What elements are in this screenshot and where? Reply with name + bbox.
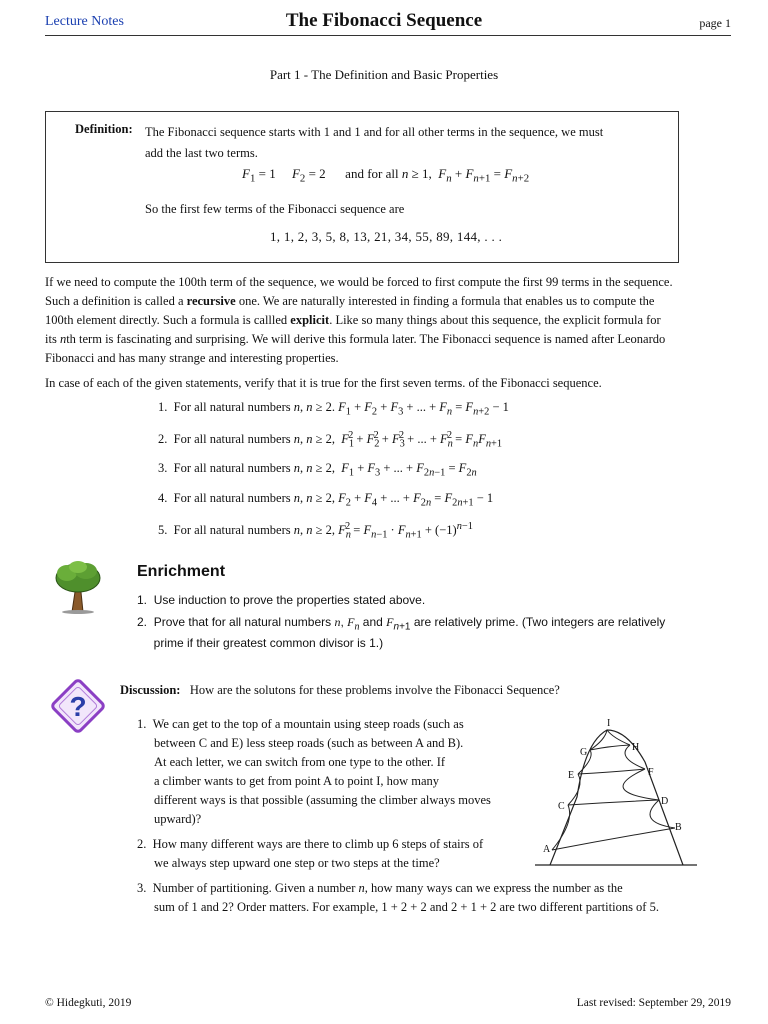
enrichment-item-2: 2. Prove that for all natural numbers n, $F_n$ and $F_{n+1}$ are relatively prime. (Two integers are relatively prime if their greatest common divisor is 1.): [137, 615, 666, 651]
definition-label: Definition:: [75, 122, 133, 136]
header-category: Lecture Notes: [45, 14, 124, 29]
first-terms-intro: So the first few terms of the Fibonacci sequence are: [145, 202, 405, 216]
enrichment-item-1: 1. Use induction to prove the properties stated above.: [137, 593, 426, 607]
term-explicit: explicit: [290, 313, 330, 327]
verify-paragraph: In case of each of the given statements, verify that it is true for the first seven terms. of the Fibonacci sequence.: [45, 376, 602, 390]
property-3: 3. For all natural numbers n, n ≥ 2, $F_1 + F_3$ + ... + $F_{2n-1} = F_{2n}$: [158, 461, 477, 479]
svg-text:?: ?: [69, 691, 87, 722]
fibonacci-sequence: 1, 1, 2, 3, 5, 8, 13, 21, 34, 55, 89, 144, . . .: [270, 229, 503, 244]
discussion-label: Discussion:: [120, 683, 181, 697]
intro-line-1: If we need to compute the 100th term of the sequence, we would be forced to first compute the first 99 terms in the sequence.: [45, 275, 673, 289]
label-i: I: [607, 718, 611, 729]
term-recursive: recursive: [186, 294, 236, 308]
property-5: 5. For all natural numbers n, n ≥ 2, $F_n^2 = F_{n-1} \cdot F_{n+1} + (-1)^{n-1}$: [158, 521, 473, 541]
label-e: E: [568, 770, 575, 781]
property-4: 4. For all natural numbers n, n ≥ 2, $F_2 + F_4$ + ... + $F_{2n} = F_{2n+1} - 1$: [158, 491, 494, 509]
label-b: B: [675, 822, 682, 833]
label-f: F: [648, 767, 654, 778]
definition-line-2: add the last two terms.: [145, 146, 258, 160]
discussion-item-3: 3. Number of partitioning. Given a number n, how many ways can we express the number as the sum of 1 and 2? Order matters. For example, 1 + 2 + 2 and 2 + 1 + 2 are two different partitions of 5.: [137, 881, 659, 914]
footer-revision: Last revised: September 29, 2019: [576, 997, 731, 1009]
intro-line-3: 100th element directly. Such a formula is callled explicit. Like so many things about this sequence, the explicit formula for: [45, 313, 661, 327]
header-divider: [45, 35, 731, 36]
enrichment-title: Enrichment: [137, 563, 226, 580]
label-c: C: [558, 801, 565, 812]
mountain-diagram: [535, 712, 705, 872]
intro-line-2: Such a definition is called a recursive one. We are naturally interested in finding a formula that enables us to compute the: [45, 294, 655, 308]
path-e-f: [578, 769, 645, 774]
definition-formula: $F_1 = 1$ $F_2 = 2$ and for all n ≥ 1, $F_n + F_{n+1} = F_{n+2}$: [242, 166, 530, 185]
question-icon: [48, 676, 108, 736]
definition-text: [145, 122, 660, 164]
intro-paragraph: [45, 273, 735, 368]
intro-line-4: its nth term is fascinating and surprising. We will derive this formula later. The Fibonacci sequence is named after Leonardo: [45, 332, 666, 346]
label-h: H: [632, 742, 640, 753]
discussion-block: [120, 683, 560, 698]
discussion-item-2: 2. How many different ways are there to climb up 6 steps of stairs of we always step upward one step or two steps at the time?: [137, 837, 484, 870]
property-1: 1. For all natural numbers n, n ≥ 2. $F_1 + F_2 + F_3$ + ... + $F_n = F_{n+2} - 1$: [158, 400, 509, 418]
path-a-b: [552, 828, 675, 850]
property-2: 2. For all natural numbers n, n ≥ 2, $F_1^2 + F_2^2 + F_3^2$ + ... + $F_n^2 = F_nF_{n+1}$: [158, 430, 503, 450]
footer-copyright: © Hidegkuti, 2019: [45, 997, 132, 1009]
label-a: A: [543, 844, 551, 855]
discussion-item-1: 1. We can get to the top of a mountain using steep roads (such as between C and E) less steep roads (such as between A and B). At each letter, we can switch from one type to the other. If a climber wants to get from point A to point I, how many different ways is that possible (assuming the climber always moves upward)?: [137, 717, 491, 826]
tree-icon: [52, 558, 104, 614]
intro-line-5: Fibonacci and has many strange and interesting properties.: [45, 351, 339, 365]
definition-line-1: The Fibonacci sequence starts with 1 and 1 and for all other terms in the sequence, we must: [145, 125, 604, 139]
section-title: Part 1 - The Definition and Basic Properties: [269, 67, 499, 82]
discussion-question: How are the solutons for these problems involve the Fibonacci Sequence?: [189, 683, 560, 697]
label-g: G: [580, 747, 588, 758]
page-number: page 1: [699, 16, 731, 30]
label-d: D: [661, 796, 669, 807]
path-c-d: [568, 800, 659, 805]
page-title: The Fibonacci Sequence: [285, 10, 483, 31]
